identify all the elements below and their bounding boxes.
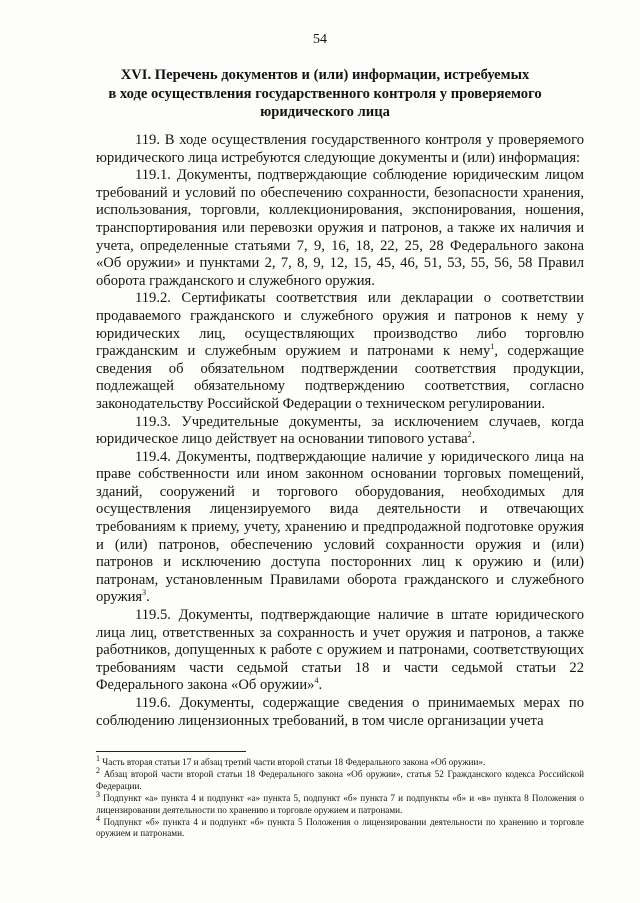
footnote-item	[96, 753, 584, 768]
heading-line: в ходе осуществления государственного контроля у проверяемого	[108, 85, 542, 102]
paragraph-text: .	[471, 431, 476, 448]
paragraph-119-3	[96, 414, 584, 449]
paragraph-text: 119.3. Учредительные документы, за исключением случаев, когда юридическое лицо действует на основании типового устава	[96, 413, 584, 448]
paragraph-text: 119.6. Документы, содержащие сведения о принимаемых мерах по соблюдению лицензионных требований, в том числе организации учета	[96, 695, 584, 729]
paragraph-119-6	[96, 695, 584, 730]
paragraph-119	[96, 132, 584, 167]
footnote-text: Подпункт «б» пункта 4 и подпункт «б» пункта 5 Положения о лицензировании деятельности по хранению и торговле оружием и патронами.	[96, 817, 584, 839]
paragraph-text: , содержащие сведения об обязательном подтверждении соответствия продукции, подлежащей обязательному подтверждению соответствия, согласно законодательству Российской Федерации о техническом регулировании.	[96, 343, 585, 412]
footnote-number: 2	[96, 766, 100, 776]
paragraph-text: 119.4. Документы, подтверждающие наличие у юридического лица на праве собственности или ином законном основании торговых помещений, зданий, сооружений и торгового оборудования, необходимых для осуществления лицензируемого вида деятельности и отвечающих требованиям к приему, учету, хранению и предпродажной подготовке оружия и (или) патронов, обеспечению условий сохранности оружия и (или) патронов и исключению доступа посторонних лиц к оружию и (или) патронам, установленным Правилами оборота гражданского и служебного оружия	[96, 448, 584, 606]
footnotes	[96, 753, 584, 841]
paragraph-119-2	[96, 290, 584, 413]
footnote-item	[96, 766, 584, 792]
paragraph-text: 119. В ходе осуществления государственного контроля у проверяемого юридического лица истребуются следующие документы и (или) информация:	[96, 132, 584, 166]
footnote-ref: 1	[490, 342, 495, 352]
paragraph-text: .	[318, 677, 323, 694]
paragraph-text: .	[146, 589, 150, 606]
footnote-item	[96, 790, 584, 816]
body-text	[96, 132, 584, 730]
footnote-number: 4	[96, 813, 100, 823]
heading-line: XVI. Перечень документов и (или) информации, истребуемых	[120, 67, 530, 83]
footnote-ref: 3	[142, 588, 147, 598]
paragraph-119-1	[96, 167, 584, 290]
footnote-item	[96, 813, 584, 840]
page-number: 54	[313, 32, 327, 47]
paragraph-text: 119.5. Документы, подтверждающие наличие в штате юридического лица лиц, ответственных за сохранность и учет оружия и патронов, а также работников, допущенных к работе с оружием и патронами, соответствующих требованиям части седьмой статьи 18 и части седьмой статьи 22 Федерального закона «Об оружии»	[96, 607, 584, 694]
heading-line: юридического лица	[260, 104, 390, 120]
footnote-text: Абзац второй части второй статьи 18 Федерального закона «Об оружии», статья 52 Гражданского кодекса Российской Федерации.	[96, 769, 584, 791]
footnote-ref: 2	[467, 430, 472, 440]
footnote-number: 1	[96, 753, 100, 763]
paragraph-119-4	[96, 449, 584, 607]
section-heading	[70, 66, 580, 122]
footnote-number: 3	[96, 790, 100, 800]
paragraph-text: 119.1. Документы, подтверждающие соблюдение юридическим лицом требований и условий по обеспечению сохранности, безопасности хранения, использования, торговли, коллекционирования, экспонирования, ношения, транспортирования или перевозки оружия и патронов, а также их наличия и учета, определенные статьями 7, 9, 16, 18, 22, 25, 28 Федерального закона «Об оружии» и пунктами 2, 7, 8, 9, 12, 15, 45, 46, 51, 53, 55, 56, 58 Правил оборота гражданского и служебного оружия.	[96, 167, 584, 289]
footnote-text: Часть вторая статьи 17 и абзац третий части второй статьи 18 Федерального закона «Об оружии».	[100, 757, 486, 767]
footnote-ref: 4	[314, 676, 319, 686]
footnote-text: Подпункт «а» пункта 4 и подпункт «а» пункта 5, подпункт «б» пункта 7 и подпункты «б» и «в» пункта 8 Положения о лицензировании деятельности по хранению и торговле оружием и патронами.	[96, 793, 584, 815]
paragraph-text: 119.2. Сертификаты соответствия или декларации о соответствии продаваемого гражданского и служебного оружия и патронов к нему у юридических лиц, осуществляющих производство либо торговлю гражданским и служебным оружием и патронами к нему	[96, 290, 584, 360]
paragraph-119-5	[96, 607, 584, 695]
footnote-divider	[96, 751, 246, 752]
